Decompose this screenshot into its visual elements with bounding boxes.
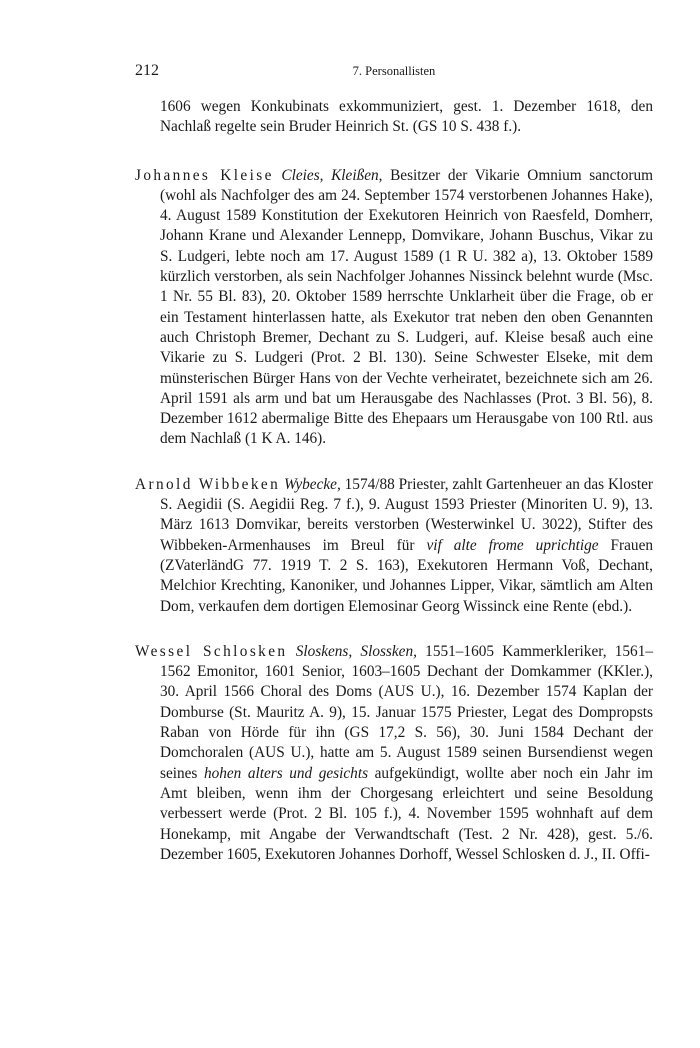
entry-text: 1551–1605 Kammerkleriker, 1561–1562 Emonitor, 1601 Senior, 1603–1605 Dechant der Domkammer (KKler.), 30. April 1566 Choral des Doms (AUS U.), 16. Dezember 1574 Kaplan der Domburse (St. Mauritz A. 9), 15. Januar 1575 Priester, Legat des Dompropsts Raban von Hörde für ihn (GS 17,2 S. 56), 30. Juni 1584 Dechant der Domchoralen (AUS U.), hatte am 5. August 1589 seinen Bursendienst wegen seines bbox=[160, 642, 654, 782]
entry-text: aufgekündigt, wollte aber noch ein Jahr im Amt bleiben, wenn ihm der Chorgesang erleichtert und seine Besoldung verbessert werde (Prot. 2 Bl. 105 f.), 4. November 1595 wohnhaft auf dem Honekamp, mit Angabe der Verwandtschaft (Test. 2 Nr. 428), gest. 5./6. Dezember 1605, Exekutoren Johannes Dorhoff, Wessel Schlosken d. J., II. Offi- bbox=[160, 764, 653, 863]
entry-arnold-wibbeken bbox=[135, 475, 653, 617]
entry-continuation bbox=[135, 97, 653, 138]
quoted-phrase: hohen alters und gesichts bbox=[203, 764, 369, 782]
running-head: 7. Personallisten bbox=[352, 64, 436, 78]
person-name: Arnold Wibbeken bbox=[135, 475, 281, 493]
person-name: Johannes Kleise bbox=[135, 166, 274, 184]
quoted-phrase: vif alte frome uprichtige bbox=[426, 536, 599, 554]
name-variants: Cleies, Kleißen, bbox=[281, 166, 383, 184]
entry-wessel-schlosken bbox=[135, 642, 653, 865]
person-name: Wessel Schlosken bbox=[135, 642, 288, 660]
entry-johannes-kleise bbox=[135, 166, 653, 450]
page-header bbox=[135, 62, 653, 82]
page-body bbox=[135, 97, 653, 890]
page-number: 212 bbox=[135, 62, 159, 79]
name-variants: Wybecke, bbox=[284, 475, 341, 493]
name-variants: Sloskens, Slossken, bbox=[295, 642, 417, 660]
entry-text: 1606 wegen Konkubinats exkommuniziert, gest. 1. Dezember 1618, den Nachlaß regelte sein Bruder Heinrich St. (GS 10 S. 438 f.). bbox=[160, 98, 653, 136]
entry-text: Frauen (ZVaterländG 77. 1919 T. 2 S. 163), Exekutoren Hermann Voß, Dechant, Melchior Krechting, Kanoniker, und Johannes Lipper, Vikar, sämtlich am Alten Dom, verkaufen dem dortigen Elemosinar Georg Wissinck eine Rente (ebd.). bbox=[160, 536, 654, 615]
entry-text: Besitzer der Vikarie Omnium sanctorum (wohl als Nachfolger des am 24. September 1574 verstorbenen Johannes Hake), 4. August 1589 Konstitution der Exekutoren Heinrich von Raesfeld, Domherr, Johann Krane und Alexander Lennepp, Domvikare, Johann Buschus, Vikar zu S. Ludgeri, lebte noch am 17. August 1589 (1 R U. 382 a), 13. Oktober 1589 kürzlich verstorben, als sein Nachfolger Johannes Nissinck belehnt wurde (Msc. 1 Nr. 55 Bl. 83), 20. Oktober 1589 herrschte Unklarheit über die Frage, ob er ein Testament hinterlassen hatte, als Exekutor trat neben den oben Genannten auch Christoph Bremer, Dechant zu S. Ludgeri, auf. Kleise besaß auch eine Vikarie zu S. Ludgeri (Prot. 2 Bl. 130). Seine Schwester Elseke, mit dem münsterischen Bürger Hans von der Vechte verheiratet, bezeichnete sich am 26. April 1591 als arm und bat um Herausgabe des Nachlasses (Prot. 3 Bl. 56), 8. Dezember 1612 abermalige Bitte des Ehepaars um Herausgabe von 100 Rtl. aus dem Nachlaß (1 K A. 146). bbox=[160, 166, 653, 448]
entry-text: 1574/88 Priester, zahlt Gartenheuer an das Kloster S. Aegidii (S. Aegidii Reg. 7 f.), 9. August 1593 Priester (Minoriten U. 9), 13. März 1613 Domvikar, bereits verstorben (Westerwinkel U. 3022), Stifter des Wibbeken-Armenhauses im Breul für bbox=[160, 475, 654, 554]
